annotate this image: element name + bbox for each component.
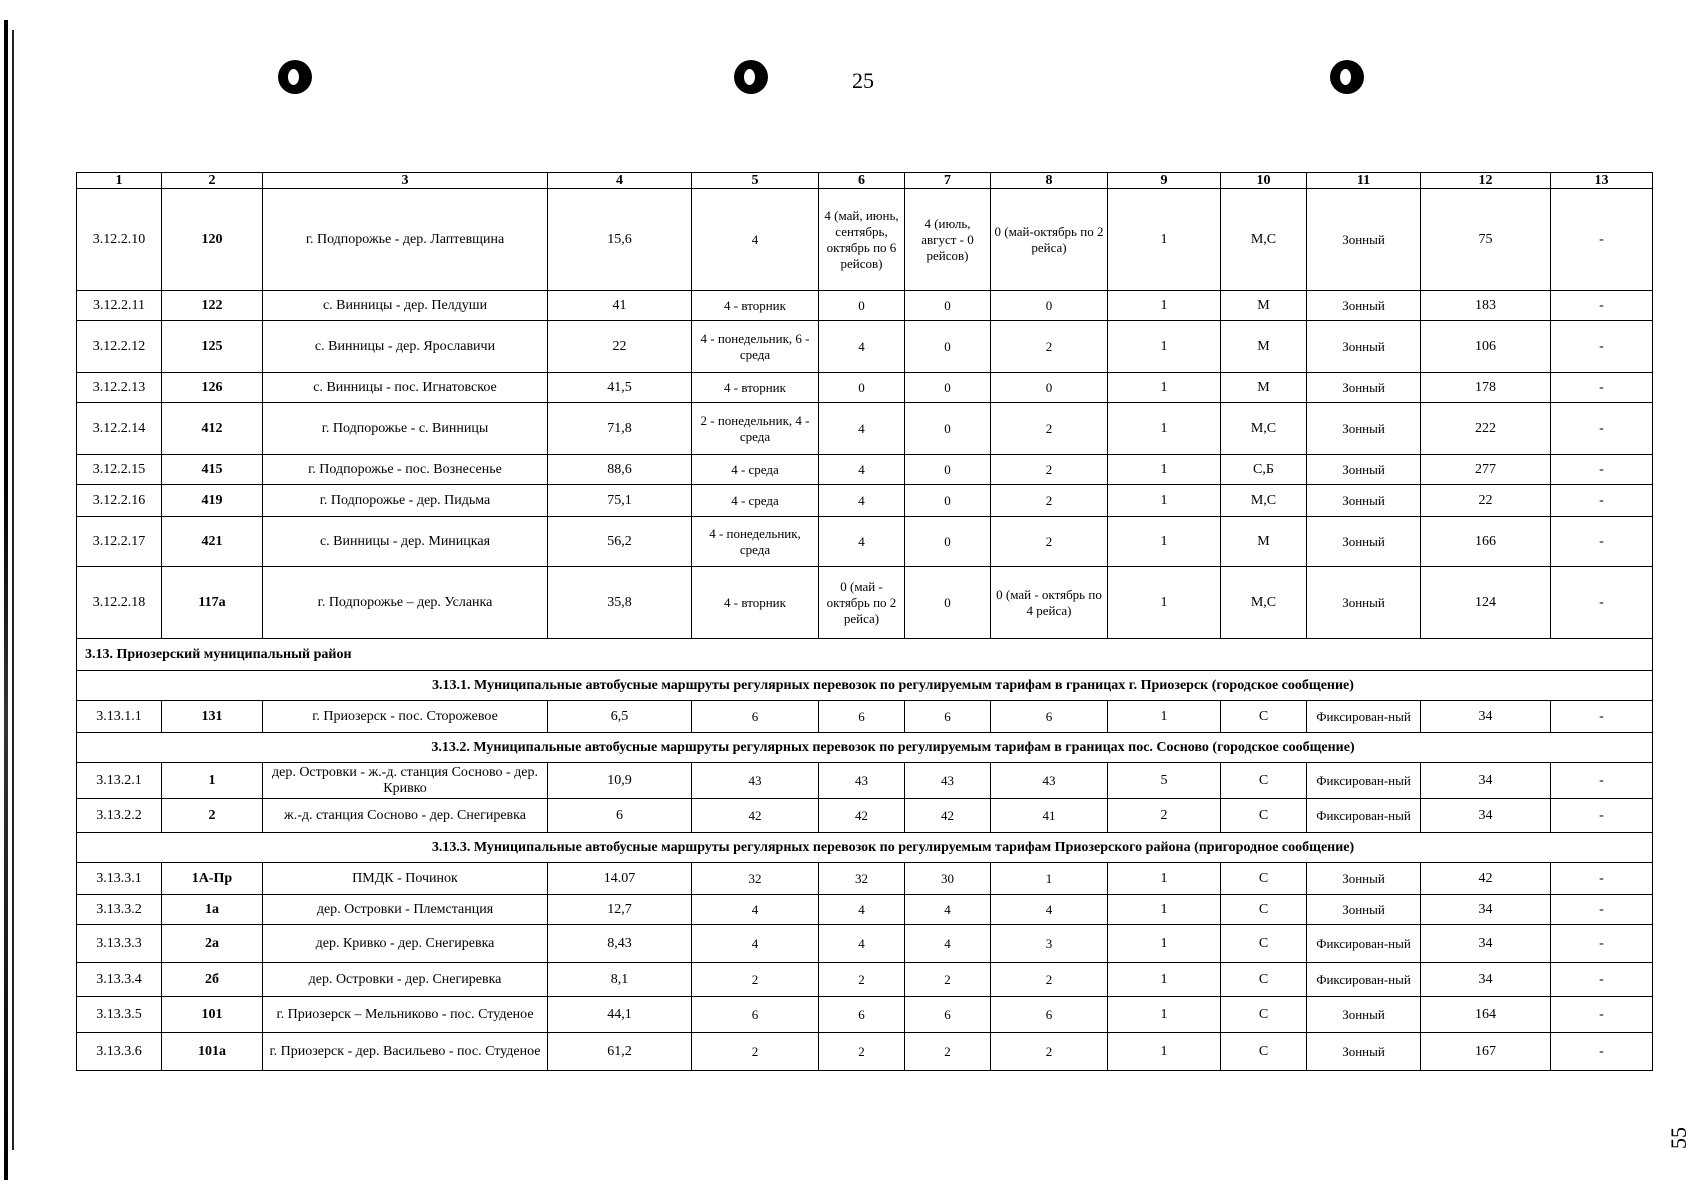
table-cell-col-9: 1 [1108,997,1221,1033]
table-cell-col-4: 41 [548,291,692,321]
table-cell-col-2: 131 [162,701,263,733]
table-cell-col-13: - [1551,189,1653,291]
page-number: 25 [852,68,874,93]
table-cell-col-1: 3.12.2.13 [77,373,162,403]
table-cell-col-9: 1 [1108,373,1221,403]
table-cell-col-5: 4 - понедельник, 6 - среда [692,321,819,373]
table-cell-col-4: 56,2 [548,517,692,567]
table-cell-col-5: 4 [692,925,819,963]
table-cell-col-2: 2 [162,799,263,833]
table-cell-col-9: 1 [1108,455,1221,485]
table-cell-col-3: дер. Островки - ж.-д. станция Сосново - дер. Кривко [263,763,548,799]
table-cell-col-11: Зонный [1307,895,1421,925]
table-cell-col-13: - [1551,485,1653,517]
table-cell-col-9: 1 [1108,1033,1221,1071]
table-cell-col-13: - [1551,997,1653,1033]
table-cell-col-4: 6,5 [548,701,692,733]
table-cell-col-10: М,С [1221,403,1307,455]
table-cell-col-1: 3.12.2.16 [77,485,162,517]
table-cell-col-2: 421 [162,517,263,567]
table-cell-col-11: Зонный [1307,517,1421,567]
table-cell-col-9: 2 [1108,799,1221,833]
table-cell-col-10: М [1221,321,1307,373]
table-row [77,455,1653,485]
table-cell-col-3: с. Винницы - дер. Пелдуши [263,291,548,321]
table-cell-col-9: 1 [1108,701,1221,733]
table-cell-col-6: 0 [819,373,905,403]
table-cell-col-8: 0 [991,373,1108,403]
table-cell-col-3: дер. Кривко - дер. Снегиревка [263,925,548,963]
table-row [77,963,1653,997]
table-cell-col-13: - [1551,567,1653,639]
table-cell-col-4: 35,8 [548,567,692,639]
table-cell-col-6: 4 [819,403,905,455]
table-cell-col-3: с. Винницы - пос. Игнатовское [263,373,548,403]
table-cell-col-9: 1 [1108,291,1221,321]
table-cell-col-1: 3.13.1.1 [77,701,162,733]
table-cell-col-8: 3 [991,925,1108,963]
table-cell-col-13: - [1551,895,1653,925]
table-cell-col-13: - [1551,517,1653,567]
table-cell-col-8: 43 [991,763,1108,799]
table-cell-col-2: 126 [162,373,263,403]
table-cell-col-4: 75,1 [548,485,692,517]
table-cell-col-6: 4 (май, июнь, сентябрь, октябрь по 6 рейсов) [819,189,905,291]
table-cell-col-8: 0 [991,291,1108,321]
table-cell-col-12: 277 [1421,455,1551,485]
table-cell-col-11: Зонный [1307,863,1421,895]
subsection-heading-row [77,833,1653,863]
table-cell-col-1: 3.12.2.10 [77,189,162,291]
table-cell-col-8: 2 [991,517,1108,567]
table-cell-col-13: - [1551,455,1653,485]
table-cell-col-1: 3.12.2.15 [77,455,162,485]
table-cell-col-3: ПМДК - Починок [263,863,548,895]
table-cell-col-2: 1 [162,763,263,799]
table-cell-col-6: 4 [819,455,905,485]
table-cell-col-12: 183 [1421,291,1551,321]
column-number-header: 11 [1307,173,1421,189]
table-cell-col-3: г. Подпорожье - дер. Лаптевщина [263,189,548,291]
table-cell-col-10: С [1221,925,1307,963]
table-cell-col-5: 4 - вторник [692,567,819,639]
binding-edge [4,20,8,1180]
table-cell-col-10: С [1221,701,1307,733]
table-cell-col-12: 124 [1421,567,1551,639]
table-cell-col-6: 0 [819,291,905,321]
column-number-header: 1 [77,173,162,189]
table-cell-col-3: дер. Островки - дер. Снегиревка [263,963,548,997]
table-row [77,485,1653,517]
table-cell-col-9: 1 [1108,925,1221,963]
table-cell-col-13: - [1551,373,1653,403]
table-cell-col-1: 3.12.2.11 [77,291,162,321]
table-cell-col-4: 88,6 [548,455,692,485]
table-cell-col-5: 6 [692,997,819,1033]
column-number-header: 13 [1551,173,1653,189]
table-cell-col-11: Зонный [1307,189,1421,291]
table-cell-col-4: 12,7 [548,895,692,925]
table-cell-col-12: 106 [1421,321,1551,373]
table-cell-col-2: 2б [162,963,263,997]
table-cell-col-1: 3.13.2.1 [77,763,162,799]
table-cell-col-11: Зонный [1307,455,1421,485]
table-cell-col-12: 34 [1421,799,1551,833]
routes-table [76,172,1653,1071]
table-cell-col-2: 415 [162,455,263,485]
binding-edge-line [12,30,14,1150]
table-cell-col-4: 8,43 [548,925,692,963]
table-cell-col-5: 4 [692,189,819,291]
column-number-header: 5 [692,173,819,189]
table-cell-col-6: 0 (май - октябрь по 2 рейса) [819,567,905,639]
table-cell-col-4: 71,8 [548,403,692,455]
table-cell-col-10: М [1221,517,1307,567]
table-cell-col-7: 42 [905,799,991,833]
subsection-heading: 3.13.3. Муниципальные автобусные маршруты регулярных перевозок по регулируемым тарифам Приозерского района (пригородное сообщение) [77,833,1653,863]
table-cell-col-4: 6 [548,799,692,833]
table-cell-col-1: 3.12.2.17 [77,517,162,567]
table-cell-col-13: - [1551,799,1653,833]
table-cell-col-6: 4 [819,485,905,517]
table-cell-col-7: 30 [905,863,991,895]
table-cell-col-11: Зонный [1307,373,1421,403]
table-cell-col-2: 120 [162,189,263,291]
table-cell-col-6: 2 [819,963,905,997]
table-cell-col-2: 1а [162,895,263,925]
table-cell-col-7: 0 [905,291,991,321]
table-cell-col-9: 5 [1108,763,1221,799]
table-cell-col-2: 412 [162,403,263,455]
table-cell-col-10: С [1221,895,1307,925]
table-cell-col-7: 0 [905,321,991,373]
margin-handwritten-mark: 55 [1666,1127,1691,1149]
table-cell-col-1: 3.13.3.1 [77,863,162,895]
table-cell-col-3: с. Винницы - дер. Миницкая [263,517,548,567]
table-cell-col-7: 0 [905,403,991,455]
table-cell-col-2: 2а [162,925,263,963]
table-cell-col-1: 3.12.2.14 [77,403,162,455]
column-number-header: 3 [263,173,548,189]
table-cell-col-7: 2 [905,963,991,997]
table-cell-col-6: 4 [819,517,905,567]
table-cell-col-7: 6 [905,701,991,733]
table-cell-col-1: 3.13.3.2 [77,895,162,925]
column-number-header: 6 [819,173,905,189]
table-cell-col-11: Фиксирован-ный [1307,799,1421,833]
subsection-heading-row [77,733,1653,763]
table-cell-col-13: - [1551,763,1653,799]
table-cell-col-2: 419 [162,485,263,517]
table-cell-col-8: 6 [991,997,1108,1033]
table-cell-col-8: 2 [991,403,1108,455]
table-cell-col-5: 2 [692,1033,819,1071]
table-cell-col-8: 2 [991,455,1108,485]
table-cell-col-8: 2 [991,1033,1108,1071]
table-cell-col-5: 42 [692,799,819,833]
table-cell-col-11: Зонный [1307,997,1421,1033]
table-cell-col-3: г. Подпорожье - с. Винницы [263,403,548,455]
table-cell-col-5: 4 - среда [692,485,819,517]
table-cell-col-11: Фиксирован-ный [1307,763,1421,799]
table-cell-col-12: 178 [1421,373,1551,403]
table-cell-col-3: г. Подпорожье - пос. Вознесенье [263,455,548,485]
table-cell-col-9: 1 [1108,485,1221,517]
subsection-heading-row [77,671,1653,701]
table-cell-col-12: 75 [1421,189,1551,291]
table-cell-col-8: 41 [991,799,1108,833]
table-cell-col-11: Фиксирован-ный [1307,963,1421,997]
table-cell-col-4: 41,5 [548,373,692,403]
table-cell-col-1: 3.13.3.4 [77,963,162,997]
table-cell-col-12: 167 [1421,1033,1551,1071]
table-cell-col-3: г. Подпорожье – дер. Усланка [263,567,548,639]
table-cell-col-10: С [1221,1033,1307,1071]
table-cell-col-4: 44,1 [548,997,692,1033]
table-cell-col-5: 4 [692,895,819,925]
routes-table-body [77,189,1653,1071]
table-cell-col-2: 122 [162,291,263,321]
table-cell-col-9: 1 [1108,403,1221,455]
table-cell-col-12: 34 [1421,701,1551,733]
table-row [77,517,1653,567]
table-cell-col-6: 2 [819,1033,905,1071]
table-cell-col-4: 14.07 [548,863,692,895]
table-cell-col-1: 3.12.2.12 [77,321,162,373]
table-cell-col-8: 0 (май - октябрь по 4 рейса) [991,567,1108,639]
table-cell-col-7: 0 [905,517,991,567]
table-cell-col-11: Фиксирован-ный [1307,925,1421,963]
table-cell-col-7: 0 [905,373,991,403]
table-cell-col-7: 4 (июль, август - 0 рейсов) [905,189,991,291]
table-cell-col-7: 2 [905,1033,991,1071]
table-row [77,701,1653,733]
table-cell-col-12: 42 [1421,863,1551,895]
table-cell-col-10: М [1221,373,1307,403]
table-cell-col-12: 34 [1421,925,1551,963]
table-cell-col-13: - [1551,291,1653,321]
table-row [77,321,1653,373]
table-cell-col-8: 6 [991,701,1108,733]
column-number-header-row [77,173,1653,189]
table-cell-col-3: с. Винницы - дер. Ярославичи [263,321,548,373]
table-row [77,373,1653,403]
table-cell-col-10: М [1221,291,1307,321]
table-cell-col-12: 166 [1421,517,1551,567]
table-cell-col-8: 2 [991,963,1108,997]
table-cell-col-11: Зонный [1307,567,1421,639]
table-cell-col-6: 4 [819,895,905,925]
table-cell-col-7: 4 [905,895,991,925]
table-cell-col-12: 34 [1421,895,1551,925]
table-row [77,1033,1653,1071]
section-heading: 3.13. Приозерский муниципальный район [77,639,1653,671]
column-number-header: 2 [162,173,263,189]
table-cell-col-10: С [1221,799,1307,833]
table-cell-col-6: 4 [819,925,905,963]
table-cell-col-1: 3.13.2.2 [77,799,162,833]
table-cell-col-10: С [1221,997,1307,1033]
table-cell-col-8: 4 [991,895,1108,925]
table-cell-col-7: 0 [905,455,991,485]
table-cell-col-4: 8,1 [548,963,692,997]
table-cell-col-2: 125 [162,321,263,373]
table-cell-col-13: - [1551,963,1653,997]
table-cell-col-5: 32 [692,863,819,895]
table-cell-col-10: М,С [1221,189,1307,291]
table-cell-col-3: дер. Островки - Племстанция [263,895,548,925]
table-cell-col-6: 32 [819,863,905,895]
table-cell-col-12: 22 [1421,485,1551,517]
table-cell-col-7: 0 [905,567,991,639]
subsection-heading: 3.13.2. Муниципальные автобусные маршруты регулярных перевозок по регулируемым тарифам в границах пос. Сосново (городское сообщение) [77,733,1653,763]
table-cell-col-5: 4 - вторник [692,373,819,403]
table-row [77,189,1653,291]
table-cell-col-3: г. Приозерск - пос. Сторожевое [263,701,548,733]
table-cell-col-6: 6 [819,701,905,733]
table-cell-col-6: 4 [819,321,905,373]
table-cell-col-11: Фиксирован-ный [1307,701,1421,733]
table-cell-col-5: 2 [692,963,819,997]
punch-hole-center [734,60,768,94]
table-cell-col-13: - [1551,403,1653,455]
table-cell-col-13: - [1551,701,1653,733]
table-cell-col-9: 1 [1108,189,1221,291]
table-row [77,925,1653,963]
column-number-header: 7 [905,173,991,189]
table-cell-col-11: Зонный [1307,1033,1421,1071]
table-cell-col-10: С [1221,763,1307,799]
table-cell-col-11: Зонный [1307,321,1421,373]
table-cell-col-8: 2 [991,321,1108,373]
table-cell-col-1: 3.13.3.6 [77,1033,162,1071]
column-number-header: 4 [548,173,692,189]
table-cell-col-7: 4 [905,925,991,963]
table-cell-col-2: 1А-Пр [162,863,263,895]
table-cell-col-11: Зонный [1307,403,1421,455]
column-number-header: 10 [1221,173,1307,189]
table-cell-col-6: 6 [819,997,905,1033]
table-cell-col-2: 101 [162,997,263,1033]
table-row [77,997,1653,1033]
table-cell-col-5: 4 - среда [692,455,819,485]
table-cell-col-9: 1 [1108,863,1221,895]
table-cell-col-8: 0 (май-октябрь по 2 рейса) [991,189,1108,291]
table-cell-col-11: Зонный [1307,485,1421,517]
subsection-heading: 3.13.1. Муниципальные автобусные маршруты регулярных перевозок по регулируемым тарифам в границах г. Приозерск (городское сообщение) [77,671,1653,701]
table-cell-col-4: 15,6 [548,189,692,291]
table-cell-col-7: 43 [905,763,991,799]
table-row [77,291,1653,321]
table-cell-col-12: 222 [1421,403,1551,455]
table-cell-col-13: - [1551,321,1653,373]
section-heading-row [77,639,1653,671]
table-cell-col-9: 1 [1108,517,1221,567]
table-cell-col-2: 117а [162,567,263,639]
table-cell-col-8: 1 [991,863,1108,895]
column-number-header: 9 [1108,173,1221,189]
table-cell-col-7: 0 [905,485,991,517]
table-cell-col-9: 1 [1108,567,1221,639]
table-cell-col-1: 3.12.2.18 [77,567,162,639]
table-cell-col-10: М,С [1221,485,1307,517]
table-cell-col-9: 1 [1108,321,1221,373]
table-cell-col-8: 2 [991,485,1108,517]
table-cell-col-10: С [1221,863,1307,895]
table-cell-col-5: 6 [692,701,819,733]
table-cell-col-3: г. Подпорожье - дер. Пидьма [263,485,548,517]
table-cell-col-12: 34 [1421,763,1551,799]
table-cell-col-4: 22 [548,321,692,373]
table-cell-col-9: 1 [1108,895,1221,925]
table-cell-col-3: г. Приозерск - дер. Васильево - пос. Студеное [263,1033,548,1071]
table-cell-col-10: М,С [1221,567,1307,639]
table-cell-col-13: - [1551,925,1653,963]
table-cell-col-11: Зонный [1307,291,1421,321]
table-row [77,863,1653,895]
table-cell-col-12: 34 [1421,963,1551,997]
table-cell-col-6: 43 [819,763,905,799]
table-cell-col-1: 3.13.3.5 [77,997,162,1033]
table-cell-col-5: 2 - понедельник, 4 - среда [692,403,819,455]
table-cell-col-1: 3.13.3.3 [77,925,162,963]
table-cell-col-5: 4 - понедельник, среда [692,517,819,567]
column-number-header: 12 [1421,173,1551,189]
table-row [77,403,1653,455]
table-cell-col-4: 10,9 [548,763,692,799]
table-row [77,799,1653,833]
table-cell-col-5: 43 [692,763,819,799]
table-cell-col-9: 1 [1108,963,1221,997]
table-cell-col-3: ж.-д. станция Сосново - дер. Снегиревка [263,799,548,833]
table-row [77,567,1653,639]
table-cell-col-5: 4 - вторник [692,291,819,321]
table-cell-col-4: 61,2 [548,1033,692,1071]
table-cell-col-6: 42 [819,799,905,833]
punch-hole-left [278,60,312,94]
table-cell-col-10: С,Б [1221,455,1307,485]
column-number-header: 8 [991,173,1108,189]
table-cell-col-3: г. Приозерск – Мельниково - пос. Студеное [263,997,548,1033]
table-cell-col-12: 164 [1421,997,1551,1033]
punch-hole-right [1330,60,1364,94]
table-cell-col-7: 6 [905,997,991,1033]
table-cell-col-10: С [1221,963,1307,997]
table-row [77,895,1653,925]
table-row [77,763,1653,799]
table-cell-col-13: - [1551,1033,1653,1071]
table-cell-col-13: - [1551,863,1653,895]
table-cell-col-2: 101а [162,1033,263,1071]
